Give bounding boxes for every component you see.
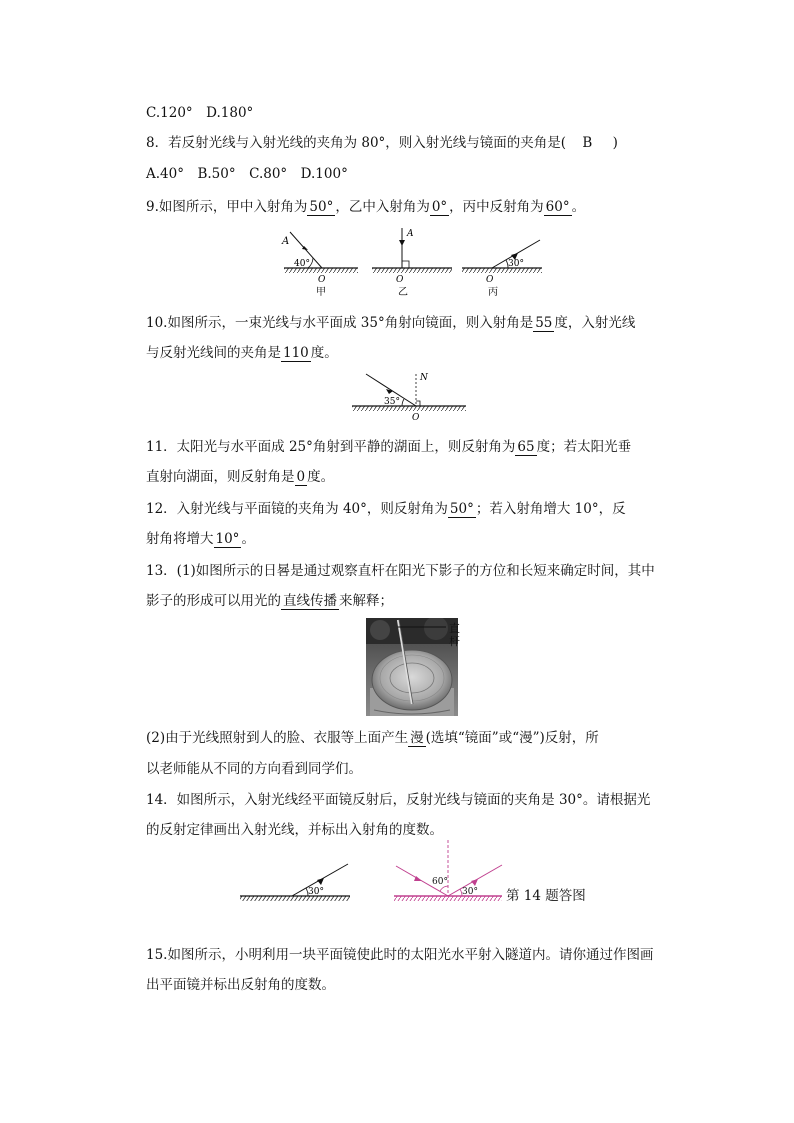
q11-p1: 11．太阳光与水平面成 25°角射到平静的湖面上，则反射角为 [146,439,516,455]
q13-line-1: 13．(1)如图所示的日晷是通过观察直杆在阳光下影子的方位和长短来确定时间，其中 [146,563,655,579]
q14-line-2: 的反射定律画出入射光线，并标出入射角的度数。 [146,822,443,838]
q9-jia-angle: 40° [294,259,310,269]
q14-answer-caption: 第 14 题答图 [506,888,586,904]
q12-p3: 射角将增大 [146,531,214,547]
q10-answer-1: 55 [535,315,553,331]
q13-p4: (2)由于光线照射到人的脸、衣服等上面产生 [146,730,409,746]
q11-p4: 度。 [307,469,335,485]
sundial-label-leader [398,624,448,630]
q10-angle: 35° [384,397,400,407]
q11-p2: 度；若太阳光垂 [536,439,632,455]
q9-p2: ，乙中入射角为 [335,199,430,215]
q10-figure [350,368,470,424]
q9-fig-bing [462,240,542,298]
q9-answer-2: 0° [431,199,448,215]
q10-p4: 度。 [310,345,338,361]
q10-label-n: N [420,373,428,383]
q8-stem-text: 8．若反射光线与入射光线的夹角为 80°，则入射光线与镜面的夹角是( [146,135,567,151]
q9-p1: 9.如图所示，甲中入射角为 [146,199,308,215]
q9-p3: ，丙中反射角为 [449,199,544,215]
q9-jia-name: 甲 [316,287,326,298]
q9-figure [278,224,548,302]
q13-line-3 [146,729,599,747]
q10-p1: 10.如图所示，一束光线与水平面成 35°角射向镜面，则入射角是 [146,315,534,331]
q15-line-1: 15.如图所示，小明利用一块平面镜使此时的太阳光水平射入隧道内。请你通过作图画 [146,947,654,963]
q9-yi-name: 乙 [398,287,408,298]
q14-answer-figure [392,838,508,908]
q14-ans-angle-2: 30° [462,887,478,897]
q12-answer-2: 10° [215,531,240,547]
q15-line-2: 出平面镜并标出反射角的度数。 [146,977,335,993]
q8-options: A.40° B.50° C.80° D.100° [146,166,348,182]
q7-options: C.120° D.180° [146,105,254,121]
sundial-label: 直杆 [449,622,460,648]
q13-p2: 影子的形成可以用光的 [146,593,281,609]
q10-answer-2: 110 [283,345,309,361]
q9-yi-label-o: O [396,275,404,285]
q10-line-2 [146,344,338,362]
q11-line-2 [146,468,334,486]
q14-fig-angle: 30° [308,887,324,897]
q12-p1: 12．入射光线与平面镜的夹角为 40°，则反射角为 [146,501,448,517]
q11-line-1 [146,438,631,456]
q9-jia-label-o: O [318,275,326,285]
q9-jia-label-a: A [282,236,290,247]
q13-p5: (选填“镜面”或“漫”)反射，所 [425,730,599,746]
sundial-photo [366,618,458,716]
q9-p4: 。 [571,199,586,215]
q11-answer-1: 65 [517,439,535,455]
q12-line-2 [146,530,255,548]
q13-line-2 [146,592,393,610]
q12-p4: 。 [241,531,255,547]
q12-p2: ；若入射角增大 10°，反 [475,501,626,517]
q9-fig-yi [372,228,452,298]
q10-p2: 度，入射光线 [554,315,636,331]
q11-answer-2: 0 [296,469,306,485]
q14-ans-angle-1: 60° [432,877,448,887]
q13-answer-1: 直线传播 [283,593,337,609]
q14-line-1: 14．如图所示，入射光线经平面镜反射后，反射光线与镜面的夹角是 30°。请根据光 [146,792,651,808]
q8-answer: B [582,135,593,151]
q9-bing-angle: 30° [508,259,524,269]
q9-stem [146,198,585,216]
q14-figure [238,860,358,906]
q12-line-1 [146,500,626,518]
q9-fig-jia [281,232,358,298]
q9-yi-label-a: A [407,229,414,239]
q10-label-o: O [412,413,420,423]
q9-bing-name: 丙 [488,287,498,298]
q12-answer-1: 50° [449,501,474,517]
q8-stem [146,134,618,152]
q8-close: ) [612,135,618,151]
q13-answer-2: 漫 [410,730,424,746]
q10-line-1 [146,314,635,332]
q9-answer-1: 50° [309,199,334,215]
q13-p3: 来解释； [339,593,393,609]
q9-answer-3: 60° [545,199,570,215]
q11-p3: 直射向湖面，则反射角是 [146,469,295,485]
q10-p3: 与反射光线间的夹角是 [146,345,281,361]
q9-bing-label-o: O [486,275,494,285]
q13-line-4: 以老师能从不同的方向看到同学们。 [146,761,362,777]
